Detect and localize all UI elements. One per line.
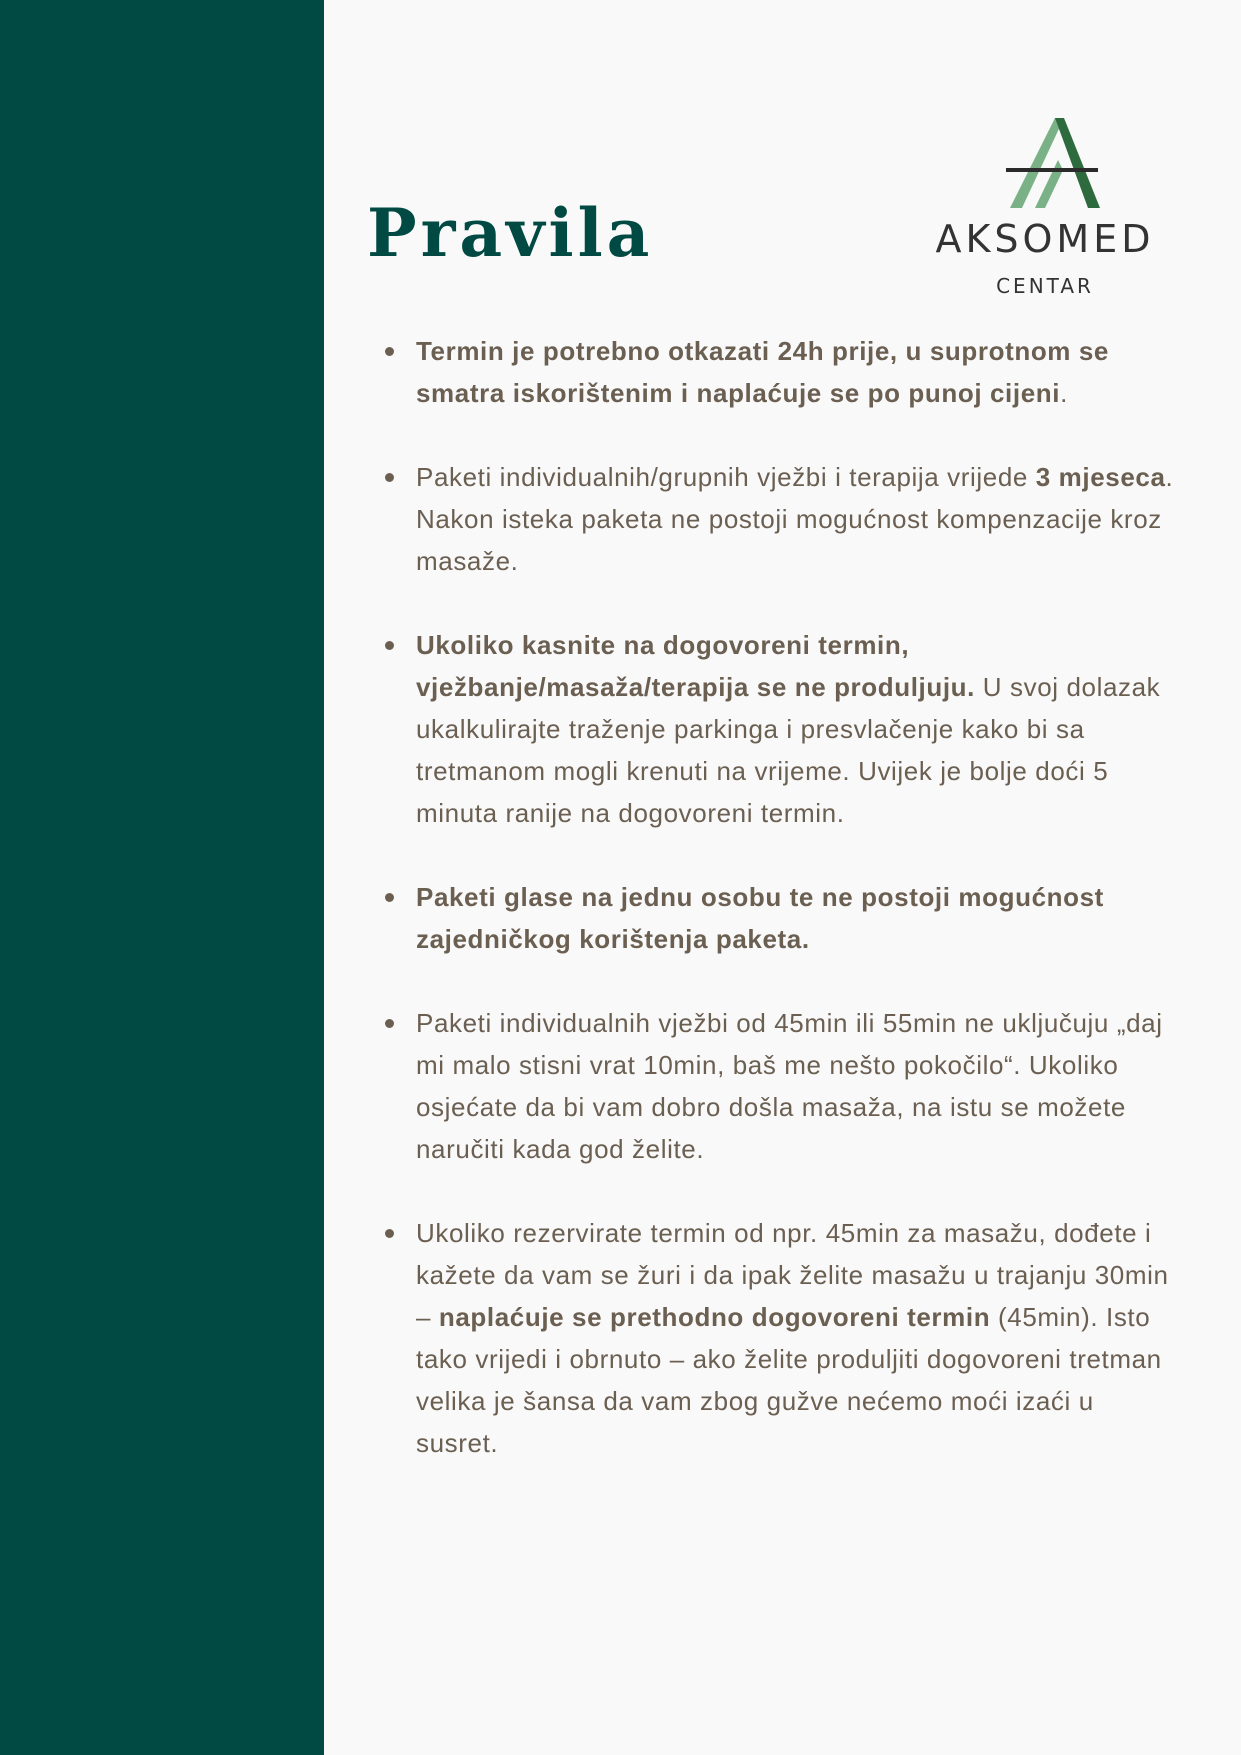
rule-text-bold: Termin je potrebno otkazati 24h prije, u suprotnom se smatra iskorištenim i naplaćuje se po punoj cijeni (416, 336, 1109, 408)
rule-text-bold: Paketi glase na jednu osobu te ne postoji mogućnost zajedničkog korištenja paketa. (416, 882, 1104, 954)
logo-triangle-left (1010, 118, 1064, 208)
rules-list (380, 330, 1180, 1506)
rule-item (380, 1002, 1180, 1170)
rule-text: U svoj dolazak ukalkulirajte traženje parkinga i presvlačenje kako bi sa tretmanom mogli krenuti na vrijeme. Uvijek je bolje doći 5 minuta ranije na dogovoreni termin. (416, 672, 1161, 828)
rule-text: Ukoliko rezervirate termin od npr. 45min za masažu, dođete i kažete da vam se žuri i da ipak želite masažu u trajanju 30min – (416, 1218, 1169, 1332)
bullet-icon (385, 893, 394, 902)
rule-text: (45min). Isto tako vrijedi i obrnuto – ako želite produljiti dogovoreni tretman velika je šansa da vam zbog gužve nećemo moći izaći u susret. (416, 1302, 1162, 1458)
rule-item (380, 456, 1180, 582)
page-title: Pravila (367, 194, 654, 272)
bullet-icon (385, 473, 394, 482)
logo-wordmark: AKSOMED (935, 217, 1155, 261)
rule-item (380, 330, 1180, 414)
logo-subtitle: CENTAR (996, 274, 1094, 298)
rule-text: . Nakon isteka paketa ne postoji mogućnost kompenzacije kroz masaže. (416, 462, 1174, 576)
bullet-icon (385, 641, 394, 650)
bullet-icon (385, 347, 394, 356)
rule-text: . (1060, 378, 1068, 408)
triangle-mountain-logo-icon (1000, 118, 1110, 214)
side-color-band (0, 0, 324, 1755)
brand-logo (910, 118, 1241, 308)
bullet-icon (385, 1229, 394, 1238)
logo-crossbar (1006, 168, 1098, 172)
rule-text-bold: 3 mjeseca (1035, 462, 1166, 492)
rule-text: Paketi individualnih vježbi od 45min ili 55min ne uključuju „daj mi malo stisni vrat 10min, baš me nešto pokočilo“. Ukoliko osjećate da bi vam dobro došla masaža, na istu se možete naručiti kada god želite. (416, 1008, 1163, 1164)
rule-text-bold: naplaćuje se prethodno dogovoreni termin (438, 1302, 991, 1332)
rule-text-bold: Ukoliko kasnite na dogovoreni termin, vježbanje/masaža/terapija se ne produljuju. (416, 630, 975, 702)
rule-item (380, 1212, 1180, 1464)
rule-item (380, 876, 1180, 960)
bullet-icon (385, 1019, 394, 1028)
logo-triangle-right (1055, 118, 1100, 208)
rule-text: Paketi individualnih/grupnih vježbi i terapija vrijede (416, 462, 1036, 492)
rule-item (380, 624, 1180, 834)
